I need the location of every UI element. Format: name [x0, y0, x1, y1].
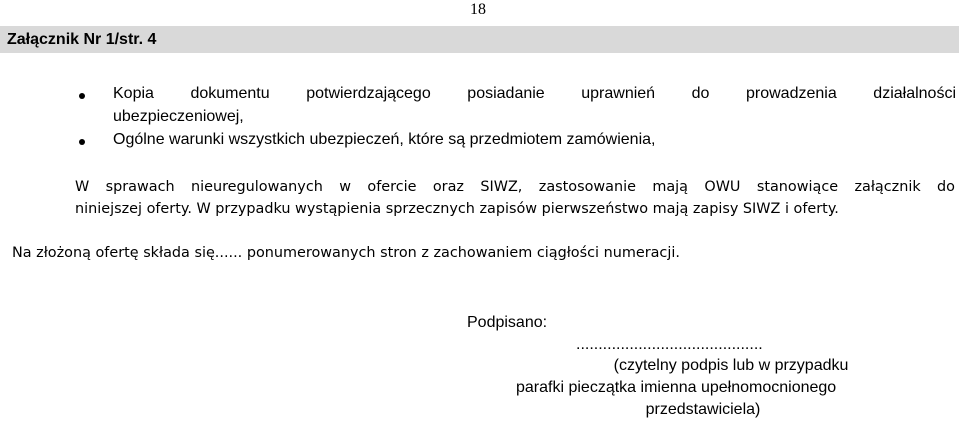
bullet-icon	[79, 139, 85, 145]
attachment-title: Załącznik Nr 1/str. 4	[0, 26, 959, 53]
signed-label: Podpisano:	[467, 314, 548, 331]
signature-caption-line-3: przedstawiciela)	[645, 401, 761, 418]
bullet-icon	[79, 93, 85, 99]
paragraph-line-1: W sprawach nieuregulowanych w ofercie oraz SIWZ, zastosowanie mają OWU stanowiące załącznik do	[75, 179, 955, 195]
list-item-2: Ogólne warunki wszystkich ubezpieczeń, które są przedmiotem zamówienia,	[113, 131, 656, 148]
signature-caption-line-2: parafki pieczątka imienna upełnomocnionego	[516, 379, 837, 396]
list-item-1-line-2: ubezpieczeniowej,	[113, 108, 244, 125]
paragraph-line-2: niniejszej oferty. W przypadku wystąpienia sprzecznych zapisów pierwszeństwo mają zapisy SIWZ i oferty.	[75, 201, 839, 217]
page-number: 18	[470, 1, 486, 18]
signature-dotted-line: ..........................................	[576, 336, 763, 353]
list-item-1-line-1: Kopia dokumentu potwierdzającego posiadanie uprawnień do prowadzenia działalności	[113, 85, 956, 102]
page-count-note: Na złożoną ofertę składa się...... ponumerowanych stron z zachowaniem ciągłości numeracji.	[12, 245, 680, 261]
signature-caption-line-1: (czytelny podpis lub w przypadku	[613, 357, 849, 374]
